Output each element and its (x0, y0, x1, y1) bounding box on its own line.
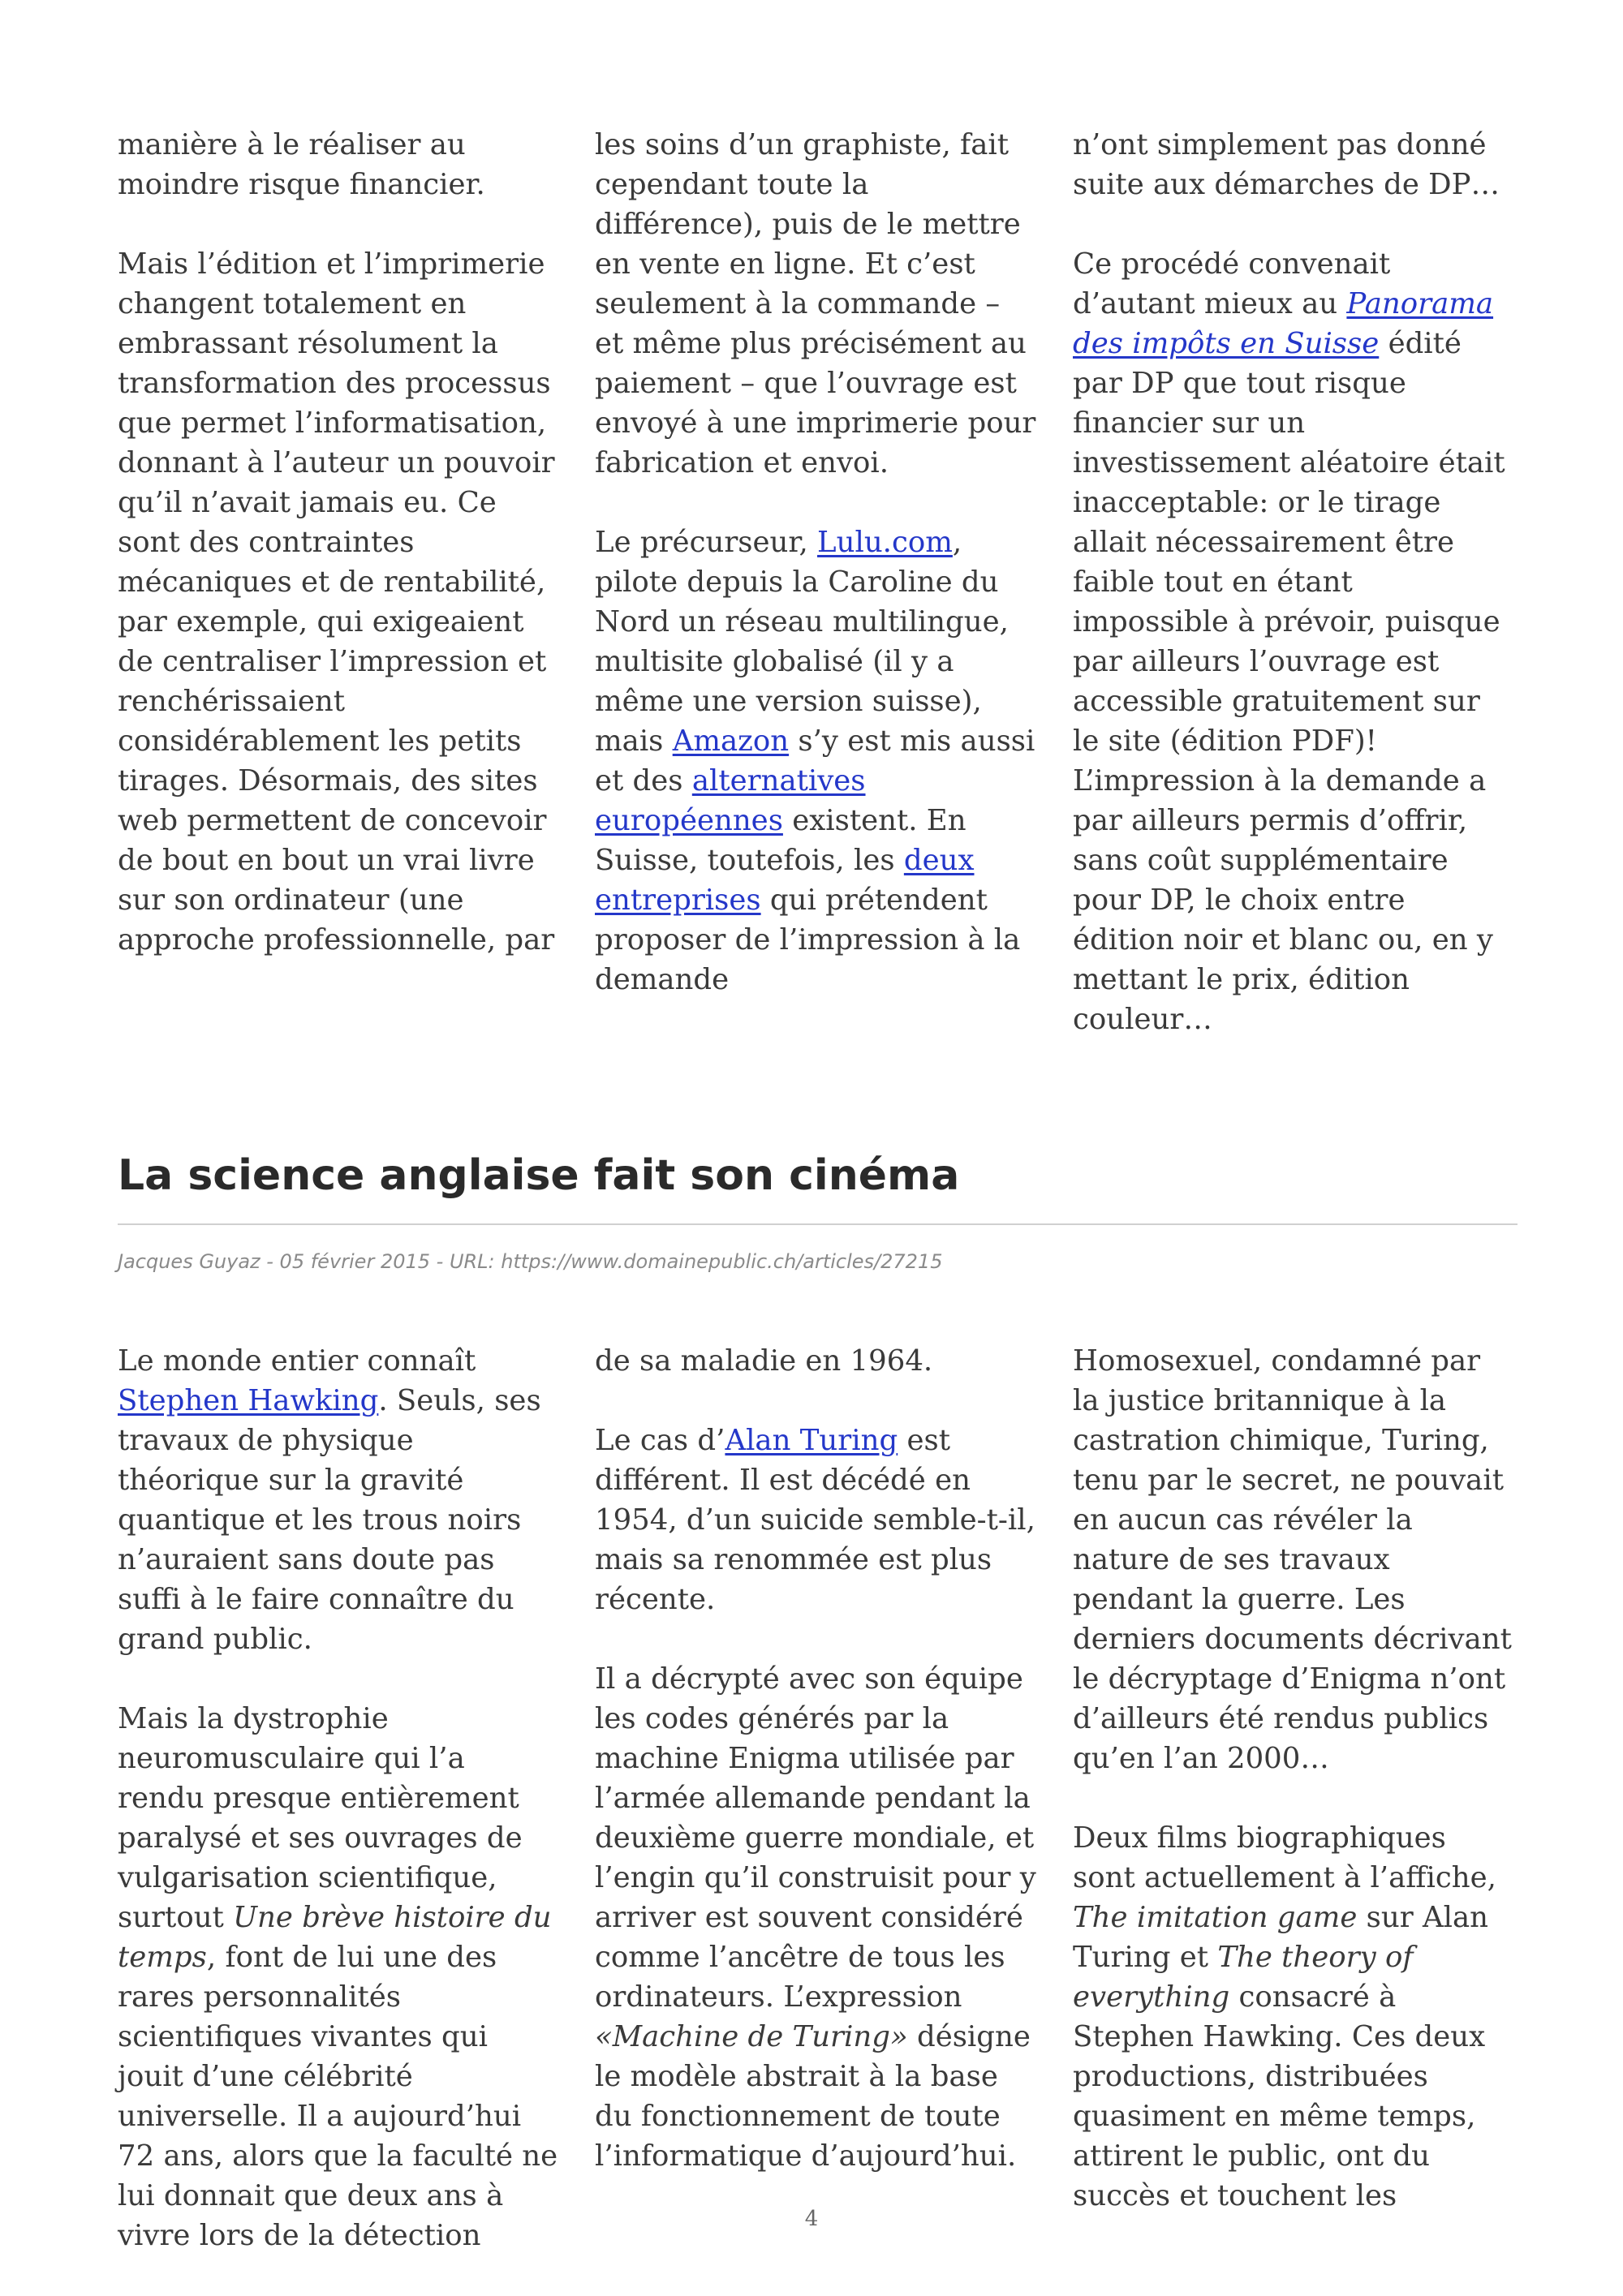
text: Le cas d’ (595, 1424, 725, 1457)
article-byline: Jacques Guyaz - 05 février 2015 - URL: https://www.domainepublic.ch/articles/27215 (118, 1250, 943, 1273)
text: Le monde entier connaît (118, 1344, 476, 1378)
page-number: 4 (804, 2207, 819, 2231)
link-europeennes[interactable]: européennes (595, 804, 783, 837)
link-lulu[interactable]: Lulu.com (817, 526, 953, 559)
link-deux[interactable]: deux (903, 844, 975, 877)
paragraph: les soins d’un graphiste, fait cependant toute la différence), puis de le mettre en vente en ligne. Et c’est seulement à la commande – et même plus précisément au paiement – que l’ouvrage est envoyé à une imprimerie pour fabrication et envoi. (595, 128, 1036, 479)
paragraph (595, 522, 1037, 1000)
film-title: The imitation game (1073, 1901, 1358, 1934)
article-column-3 (1073, 1341, 1515, 2216)
paragraph (1073, 244, 1515, 1039)
paragraph: Mais l’édition et l’imprimerie changent totalement en embrassant résolument la transformation des processus que permet l’informatisation, donnant à l’auteur un pouvoir qu’il n’avait jamais eu. Ce sont des contraintes mécaniques et de rentabilité, par exemple, qui exigeaient de centraliser l’impression et renchérissaient considérablement les petits tirages. Désormais, des sites web permettent de concevoir de bout en bout un vrai livre sur son ordinateur (une approche professionnelle, par (118, 247, 555, 957)
top-article-column-3 (1073, 125, 1515, 1039)
text: , pilote depuis la Caroline du Nord un réseau multilingue, multisite globalisé (il y a même une version suisse), mais (595, 526, 1009, 758)
text: , font de lui une des rares personnalités scientifiques vivantes qui jouit d’une célébrité universelle. Il a aujourd’hui 72 ans, alors que la faculté ne lui donnait que deux ans à vivre lors de la détection (118, 1941, 558, 2252)
link-stephen-hawking[interactable]: Stephen Hawking (118, 1384, 379, 1417)
paragraph: de sa maladie en 1964. (595, 1344, 933, 1378)
paragraph (595, 1421, 1037, 1619)
link-alan-turing[interactable]: Alan Turing (725, 1424, 898, 1457)
text: édité par DP que tout risque financier sur un investissement aléatoire était inacceptable: or le tirage allait nécessairement être faible tout en étant impossible à prévoir, puisque par ailleurs l’ouvrage est accessible gratuitement sur le site (édition PDF)! L’impression à la demande a par ailleurs permis d’offrir, sans coût supplémentaire pour DP, le choix entre édition noir et blanc ou, en y mettant le prix, édition couleur… (1073, 327, 1505, 1036)
paragraph (118, 1341, 560, 1659)
term: «Machine de Turing» (595, 2020, 908, 2053)
text: Il a décrypté avec son équipe les codes générés par la machine Enigma utilisée par l’armée allemande pendant la deuxième guerre mondiale, et l’engin qu’il construisit pour y arriver est souvent considéré comme l’ancêtre de tous les ordinateurs. L’expression (595, 1662, 1036, 2014)
link-amazon[interactable]: Amazon (672, 724, 790, 758)
text: désigne le modèle abstrait à la base du fonctionnement de toute l’informatique d’aujourd’hui. (595, 2020, 1031, 2173)
text: . Seuls, ses travaux de physique théorique sur la gravité quantique et les trous noirs n’auraient sans doute pas suffi à le faire connaître du grand public. (118, 1384, 541, 1656)
text: Mais la dystrophie neuromusculaire qui l’a rendu presque entièrement paralysé et ses ouvrages de vulgarisation scientifique, surtout (118, 1702, 523, 1934)
text: s’y est mis aussi et des (595, 724, 1035, 798)
paragraph (1073, 1818, 1515, 2216)
text: qui prétendent proposer de l’impression à la demande (595, 884, 1021, 996)
link-alternatives[interactable]: alternatives (691, 764, 866, 798)
text: sur Alan Turing et (1073, 1901, 1488, 1974)
book-title: Une brève histoire du temps (118, 1901, 552, 1974)
article-column-1 (118, 1341, 560, 2255)
paragraph: Homosexuel, condamné par la justice britannique à la castration chimique, Turing, tenu par le secret, ne pouvait en aucun cas révéler la nature de ses travaux pendant la guerre. Les derniers documents décrivant le décryptage d’Enigma n’ont d’ailleurs été rendus publics qu’en l’an 2000… (1073, 1344, 1512, 1775)
paragraph: n’ont simplement pas donné suite aux démarches de DP… (1073, 128, 1500, 201)
link-panorama[interactable]: Panorama des impôts en Suisse (1073, 287, 1494, 360)
paragraph (118, 1699, 560, 2255)
text: Deux films biographiques sont actuellement à l’affiche, (1073, 1821, 1496, 1894)
title-divider (118, 1223, 1518, 1225)
article-title: La science anglaise fait son cinéma (118, 1151, 960, 1200)
article-column-2 (595, 1341, 1037, 2176)
paragraph (595, 1659, 1037, 2176)
paragraph: manière à le réaliser au moindre risque financier. (118, 128, 485, 201)
text: est différent. Il est décédé en 1954, d’un suicide semble-t-il, mais sa renommée est plus récente. (595, 1424, 1035, 1616)
top-article-column-1 (118, 125, 560, 960)
text: existent. En Suisse, toutefois, les (595, 804, 966, 877)
film-title: The theory of everything (1073, 1941, 1414, 2014)
text: consacré à Stephen Hawking. Ces deux productions, distribuées quasiment en même temps, attirent le public, ont du succès et touchent les (1073, 1980, 1486, 2212)
top-article-column-2 (595, 125, 1037, 1000)
text: Ce procédé convenait d’autant mieux au (1073, 247, 1391, 320)
link-entreprises[interactable]: entreprises (595, 884, 761, 917)
text: Le précurseur, (595, 526, 808, 559)
